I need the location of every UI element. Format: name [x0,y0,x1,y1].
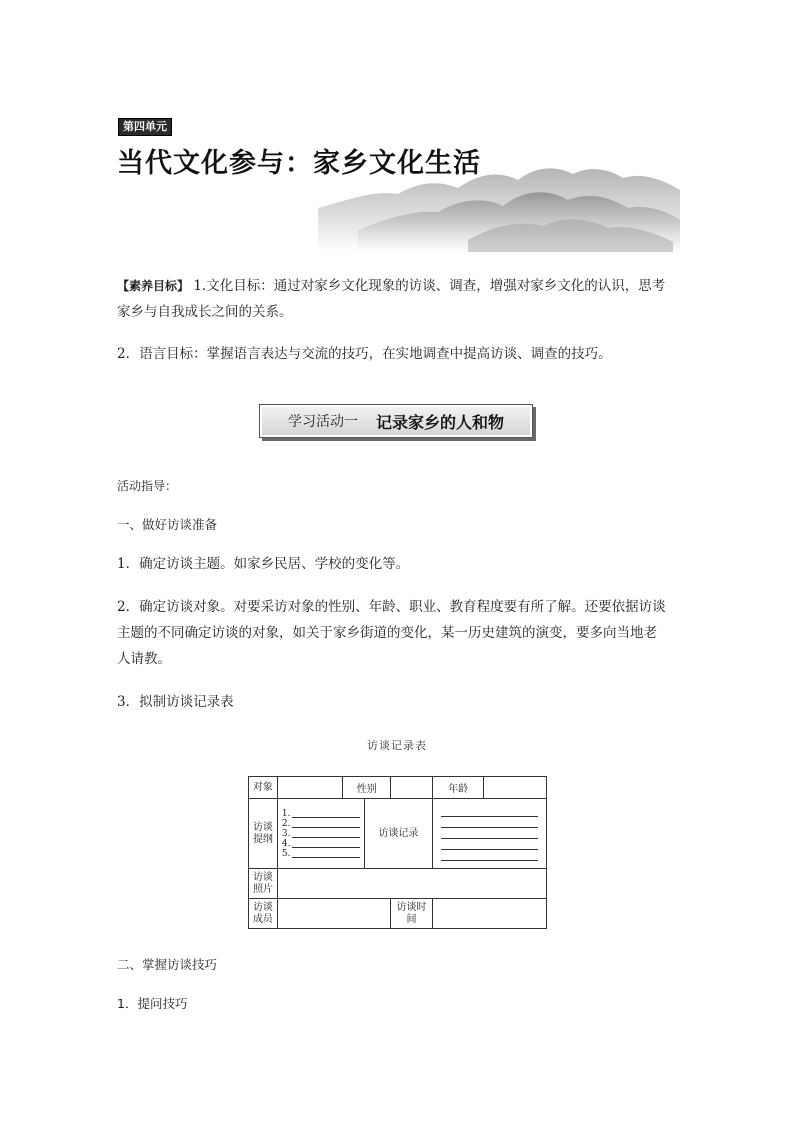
table-cell-photo-value [277,869,546,899]
table-cell-object-value [277,777,343,799]
outline-line: 1. [282,809,360,819]
outline-line: 4. [282,839,360,849]
outline-line: 2. [282,819,360,829]
section-heading-2: 二、掌握访谈技巧 [117,957,218,972]
guide-item-2 [117,594,682,672]
table-cell-members-value [277,899,390,929]
table-cell-object-label: 对象 [249,777,278,799]
guide-item-4: 1．提问技巧 [117,996,188,1011]
table-cell-gender-label: 性别 [343,777,391,799]
objective-goal-2: 2．语言目标：掌握语言表达与交流的技巧，在实地调查中提高访谈、调查的技巧。 [117,346,612,362]
table-cell-record-label: 访谈记录 [365,799,433,869]
outline-line: 5. [282,849,360,859]
table-cell-record-lines [432,799,546,869]
mountain-landscape-icon [318,160,680,252]
table-cell-time-value [432,899,546,929]
objective-tag: 【素养目标】 [117,279,190,293]
table-cell-photo-label: 访谈照片 [249,869,278,899]
table-cell-outline-list [277,799,364,869]
unit-badge: 第四单元 [118,118,172,136]
table-cell-time-label: 访谈时间 [391,899,433,929]
activity-label: 学习活动一 [287,414,358,430]
table-cell-outline-label: 访谈提纲 [249,799,278,869]
objective-goal-1-line-2: 家乡与自我成长之间的关系。 [117,304,293,320]
page-title: 当代文化参与：家乡文化生活 [117,148,481,179]
activity-title: 记录家乡的人和物 [375,412,504,432]
guide-heading: 活动指导： [117,479,178,493]
table-cell-age-value [484,777,547,799]
table-cell-age-label: 年龄 [432,777,484,799]
activity-banner [259,404,533,438]
outline-line: 3. [282,829,360,839]
guide-item-3: 3．拟制访谈记录表 [117,694,234,710]
interview-record-table [248,776,547,929]
table-cell-members-label: 访谈成员 [249,899,278,929]
guide-item-2-line-1: 2．确定访谈对象。对要采访对象的性别、年龄、职业、教育程度要有所了解。还要依据访谈 [117,599,666,615]
table-caption: 访谈记录表 [367,739,427,752]
table-cell-gender-value [391,777,433,799]
objective-goal-1 [117,273,682,325]
objective-goal-1-line-1: 1.文化目标：通过对家乡文化现象的访谈、调查，增强对家乡文化的认识，思考 [193,278,666,294]
section-heading-1: 一、做好访谈准备 [117,517,218,532]
guide-item-2-line-2: 主题的不同确定访谈的对象，如关于家乡街道的变化，某一历史建筑的演变，要多向当地老 [117,625,657,641]
guide-item-1: 1．确定访谈主题。如家乡民居、学校的变化等。 [117,556,410,572]
guide-item-2-line-3: 人请教。 [117,651,171,667]
